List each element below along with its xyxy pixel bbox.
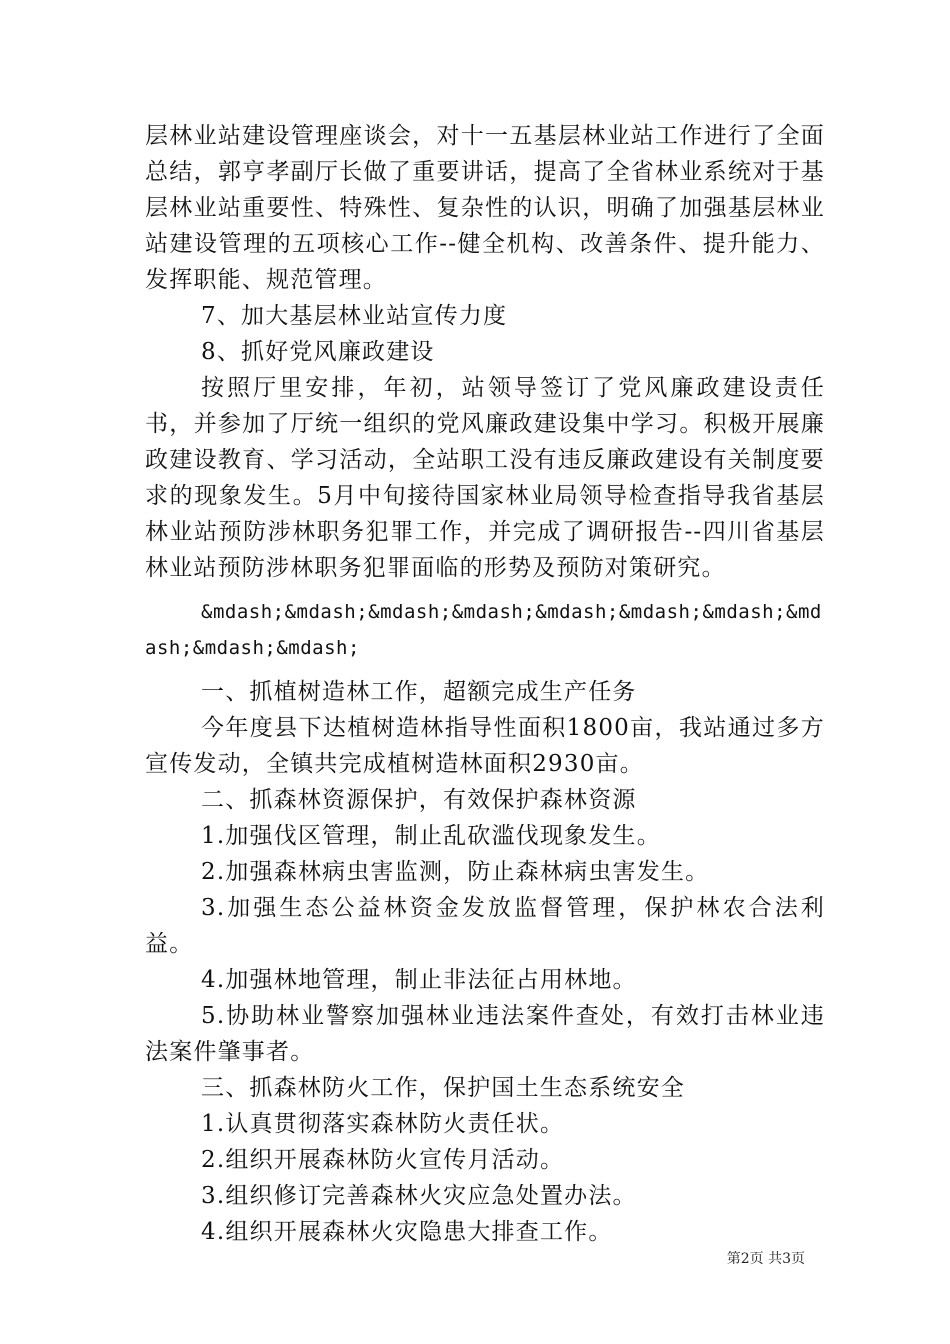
list-item: 1.认真贯彻落实森林防火责任状。 [201,1111,565,1137]
page-number-footer: 第2页 共3页 [726,1251,805,1267]
list-item: 3.加强生态公益林资金发放监督管理，保护林农合法利益。 [145,895,825,957]
separator-line: &mdash;&mdash;&mdash;&mdash;&mdash;&mdash;&mdash;&mdash;&mdash;&mdash; [145,601,822,659]
list-item: 5.协助林业警察加强林业违法案件查处，有效打击林业违法案件肇事者。 [145,1003,825,1065]
list-item: 2.组织开展森林防火宣传月活动。 [201,1147,565,1173]
list-item: 1.加强伐区管理，制止乱砍滥伐现象发生。 [201,823,661,849]
section-heading-3: 三、抓森林防火工作，保护国土生态系统安全 [201,1075,685,1101]
list-item: 3.组织修订完善森林火灾应急处置办法。 [201,1183,637,1209]
section-heading-2: 二、抓森林资源保护，有效保护森林资源 [201,787,637,813]
list-item: 4.组织开展森林火灾隐患大排查工作。 [201,1219,613,1245]
heading-item-8: 8、抓好党风廉政建设 [201,339,435,365]
list-item: 2.加强森林病虫害监测，防止森林病虫害发生。 [201,859,710,885]
document-body [145,118,825,1250]
list-item: 4.加强林地管理，制止非法征占用林地。 [201,967,637,993]
paragraph-afforestation: 今年度县下达植树造林指导性面积1800亩，我站通过多方宣传发动，全镇共完成植树造林面积2930亩。 [145,715,825,777]
paragraph-continuation: 层林业站建设管理座谈会，对十一五基层林业站工作进行了全面总结，郭亨孝副厅长做了重要讲话，提高了全省林业系统对于基层林业站重要性、特殊性、复杂性的认识，明确了加强基层林业站建设管理的五项核心工作--健全机构、改善条件、提升能力、发挥职能、规范管理。 [145,123,825,293]
section-heading-1: 一、抓植树造林工作，超额完成生产任务 [201,679,637,705]
heading-item-7: 7、加大基层林业站宣传力度 [201,303,508,329]
paragraph-party-conduct: 按照厅里安排，年初，站领导签订了党风廉政建设责任书，并参加了厅统一组织的党风廉政建设集中学习。积极开展廉政建设教育、学习活动，全站职工没有违反廉政建设有关制度要求的现象发生。5月中旬接待国家林业局领导检查指导我省基层林业站预防涉林职务犯罪工作，并完成了调研报告--四川省基层林业站预防涉林职务犯罪面临的形势及预防对策研究。 [145,375,825,581]
